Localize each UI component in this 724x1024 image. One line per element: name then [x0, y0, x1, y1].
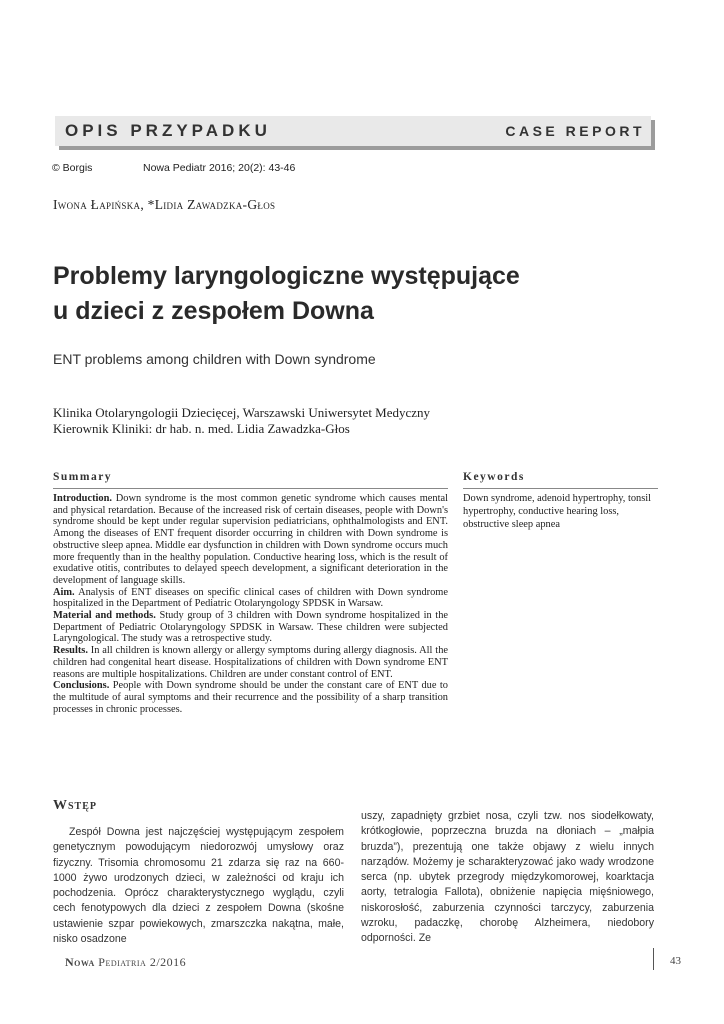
article-type-banner [55, 116, 651, 146]
footer-journal-issue: Pediatria 2/2016 [94, 955, 187, 969]
conclusions-text: People with Down syndrome should be under the constant care of ENT due to the multitude of aural symptoms and their recurrence and the possibility of a sharp transition processes in chronic processes. [53, 680, 448, 715]
body-column-left [53, 825, 344, 947]
authors: Iwona Łapińska, *Lidia Zawadzka-Głos [53, 197, 276, 212]
article-title [53, 259, 653, 329]
intro-text: Down syndrome is the most common genetic syndrome which causes mental and physical retardation. Because of the increased risk of certain diseases, people with Down's syndrome should be kept under regular supervision pediatricians, ophthalmologists and ENT. Among the diseases of ENT frequent disorder occurring in children with Down syndrome is obstructive sleep apnea. Middle ear dysfunction in children with Down syndrome occurs much more frequently than in the healthy population. Conductive hearing loss, which is the result of exudative otitis, contributes to delayed speech development, a significant deterioration in the development of language skills. [53, 493, 448, 586]
page-number: 43 [670, 955, 681, 967]
summary-aim [53, 587, 448, 610]
keywords-list: Down syndrome, adenoid hypertrophy, tonsil hypertrophy, conductive hearing loss, obstructive sleep apnea [463, 493, 652, 530]
title-line-1: Problemy laryngologiczne występujące [53, 262, 520, 290]
affiliation [53, 405, 430, 437]
conclusions-label: Conclusions. [53, 680, 110, 692]
body-paragraph-left: Zespół Downa jest najczęściej występującym zespołem genetycznym powodującym niedorozwój umysłowy oraz fizyczny. Trisomia chromosomu 21 zdarza się raz na 660-1000 żywo urodzonych dzieci, w zależności od kraju ich pochodzenia. Oprócz charakterystycznego wyglądu, czyli cech fenotypowych dla dzieci z zespołem Downa (skośne ustawienie szpar powiekowych, zmarszczka nakątna, małe, nisko osadzone [53, 826, 344, 946]
article-type-polish: OPIS PRZYPADKU [65, 121, 271, 140]
intro-label: Introduction. [53, 493, 112, 504]
summary-methods [53, 610, 448, 645]
footer-separator [653, 948, 654, 970]
results-text: In all children is known allergy or allergy symptoms during allergy diagnosis. All the children had congenital heart disease. Hospitalizations of children with Down syndrome ENT reasons are multiple hospitalizations. Children are under constant control of ENT. [53, 645, 448, 680]
summary-abstract [53, 493, 448, 715]
summary-introduction [53, 493, 448, 587]
keywords-heading: Keywords [463, 471, 525, 483]
article-type-english: CASE REPORT [505, 123, 645, 139]
results-label: Results. [53, 645, 88, 657]
aim-text: Analysis of ENT diseases on specific clinical cases of children with Down syndrome hospitalized in the Department of Pediatric Otolaryngology SPDSK in Warsaw. [53, 586, 448, 610]
summary-heading: Summary [53, 471, 113, 483]
summary-conclusions [53, 680, 448, 715]
article-subtitle: ENT problems among children with Down syndrome [53, 351, 376, 367]
title-line-2: u dzieci z zespołem Downa [53, 297, 374, 325]
body-column-right [361, 809, 654, 947]
methods-text: Study group of 3 children with Down syndrome hospitalized in the Department of Pediatric Otolaryngology SPDSK in Warsaw. These children were subjected Laryngological. The study was a retrospective study. [53, 610, 449, 645]
citation: Nowa Pediatr 2016; 20(2): 43-46 [143, 162, 296, 174]
footer-journal [65, 955, 186, 970]
publisher: © Borgis [52, 162, 93, 174]
methods-label: Material and methods. [53, 610, 156, 622]
aim-label: Aim. [53, 586, 75, 598]
summary-results [53, 645, 448, 680]
keywords-divider [463, 488, 658, 489]
affiliation-institution: Klinika Otolaryngologii Dziecięcej, Warszawski Uniwersytet Medyczny [53, 405, 431, 420]
body-paragraph-right: uszy, zapadnięty grzbiet nosa, czyli tzw. nos siodełkowaty, krótkogłowie, poprzeczna bruzda na dłoniach – „małpia bruzda”), prezentują one także objawy z wielu innych narządów. Możemy je scharakteryzować jako wady wrodzone serca (np. ubytek przegrody międzykomorowej, koarktacja aorty, tetralogia Fallota), obniżenie napięcia mięśniowego, niskorosłość, zaburzenia czynności tarczycy, zaburzenia wzroku, padaczkę, chorobę Alzheimera, niedobory odporności. Ze [361, 810, 654, 945]
summary-divider [53, 488, 448, 489]
affiliation-head: Kierownik Kliniki: dr hab. n. med. Lidia Zawadzka-Głos [53, 421, 350, 436]
section-heading-introduction: Wstęp [53, 798, 98, 813]
footer-journal-name: Nowa [65, 955, 95, 969]
